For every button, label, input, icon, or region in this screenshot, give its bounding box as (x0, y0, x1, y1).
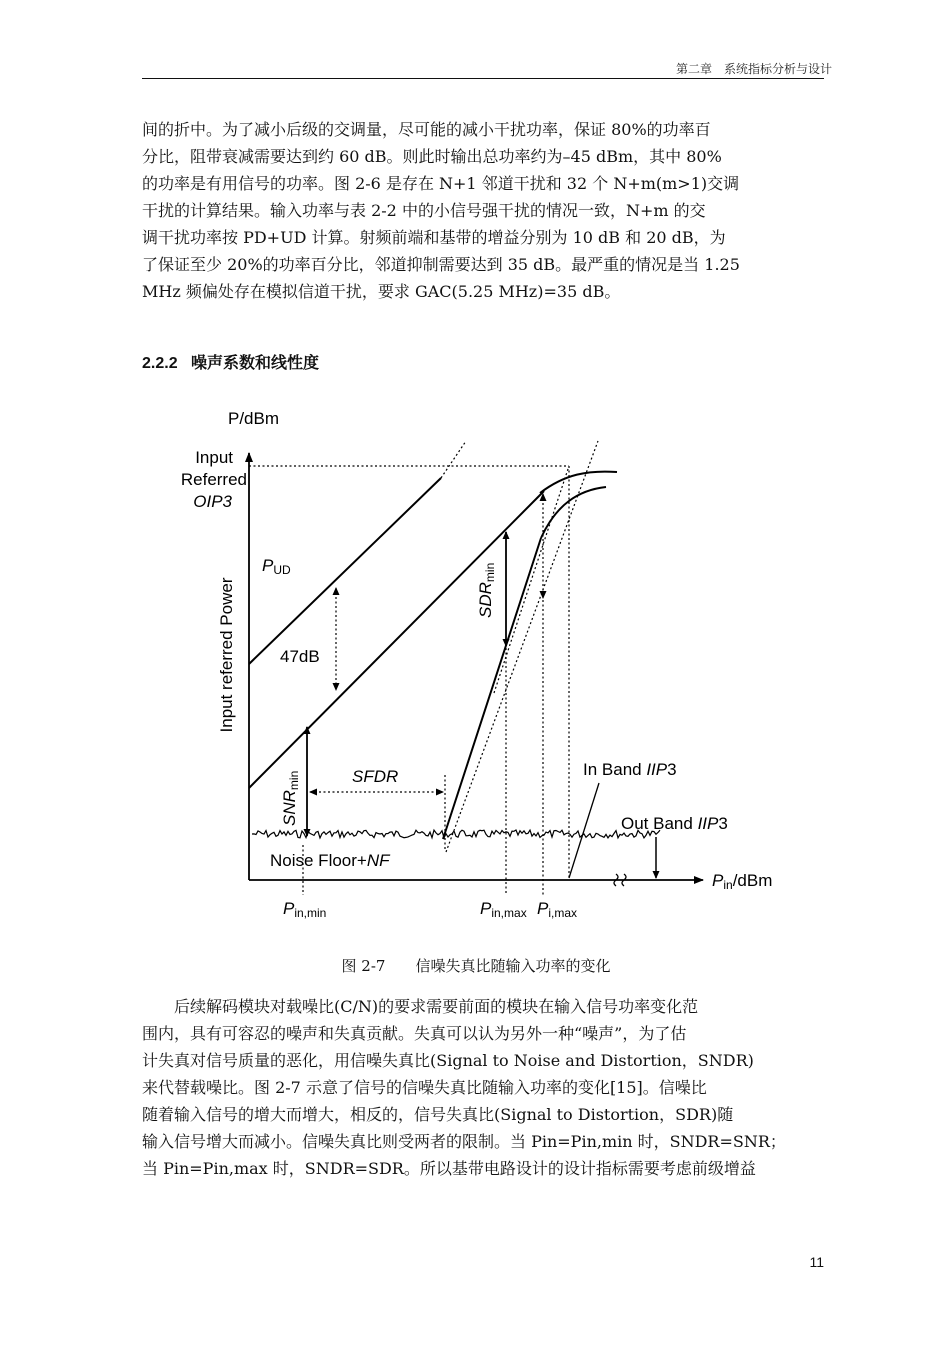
paragraph-2 (142, 993, 824, 1182)
snr-min-label: SNRmin (280, 770, 301, 826)
figure-caption: 图 2-7 信噪失真比随输入功率的变化 (341, 957, 611, 975)
oip3-label-line2: Referred (180, 470, 247, 489)
text-line: 随着输入信号的增大而增大，相反的，信号失真比(Signal to Distortion，SDR)随 (142, 1105, 734, 1124)
section-number: 2.2.2 (142, 355, 178, 372)
pin-min-label: Pin,min (283, 899, 327, 920)
running-header: 第二章 系统指标分析与设计 (675, 62, 832, 76)
noise-floor-label: Noise Floor+NF (270, 851, 390, 870)
text-line: 输入信号增大而减小。信噪失真比则受两者的限制。当 Pin=Pin,min 时，SNDR=SNR； (142, 1132, 786, 1151)
figure-2-7 (0, 395, 952, 930)
text-line: 来代替载噪比。图 2-7 示意了信号的信噪失真比随输入功率的变化[15]。信噪比 (142, 1078, 707, 1097)
pi-max-label: Pi,max (537, 899, 578, 920)
oip3-label-line3: OIP3 (193, 492, 232, 511)
noise-floor-trace (252, 830, 660, 838)
section-title: 噪声系数和线性度 (190, 355, 319, 372)
text-line: 间的折中。为了减小后级的交调量，尽可能的减小干扰功率，保证 80%的功率百 (142, 120, 711, 139)
gap-47db-label: 47dB (280, 647, 320, 666)
sfdr-label: SFDR (352, 767, 399, 786)
in-band-iip3-pointer (569, 783, 599, 878)
y-unit-label: P/dBm (228, 409, 280, 428)
in-band-iip3-label: In Band IIP3 (583, 760, 677, 779)
y-axis-label: Input referred Power (217, 577, 236, 733)
oip3-label-line1: Input (195, 448, 233, 467)
text-line: 围内，具有可容忍的噪声和失真贡献。失真可以认为另外一种“噪声”，为了估 (142, 1024, 687, 1043)
text-line: 计失真对信号质量的恶化，用信噪失真比(Signal to Noise and Distortion，SNDR) (142, 1051, 754, 1070)
section-heading (142, 350, 319, 373)
pud-label: PUD (262, 556, 291, 577)
signal-compression-curve (540, 472, 617, 493)
paragraph-1 (142, 116, 824, 305)
text-line: 当 Pin=Pin,max 时，SNDR=SDR。所以基带电路设计的设计指标需要考虑前级增益 (142, 1159, 756, 1178)
header-rule (142, 78, 824, 79)
pud-line-extension (441, 441, 466, 478)
text-line: 了保证至少 20%的功率百分比，邻道抑制需要达到 35 dB。最严重的情况是当 1.25 (142, 255, 740, 274)
x-unit-label: Pin/dBm (712, 871, 773, 892)
text-line: 分比，阻带衰减需要达到约 60 dB。则此时输出总功率约为–45 dBm，其中 80% (142, 147, 722, 166)
text-line: 干扰的计算结果。输入功率与表 2-2 中的小信号强干扰的情况一致，N+m 的交 (142, 201, 706, 220)
pin-max-label: Pin,max (480, 899, 527, 920)
iip3-extension-line (446, 441, 598, 852)
sndr-diagram (0, 395, 952, 925)
text-line: 调干扰功率按 PD+UD 计算。射频前端和基带的增益分别为 10 dB 和 20 dB，为 (142, 228, 726, 247)
text-line: 的功率是有用信号的功率。图 2-6 是存在 N+1 邻道干扰和 32 个 N+m(m>1)交调 (142, 174, 740, 193)
signal-line (249, 491, 544, 788)
page-number: 11 (809, 1254, 824, 1270)
out-band-iip3-label: Out Band IIP3 (621, 814, 728, 833)
text-line: MHz 频偏处存在模拟信道干扰，要求 GAC(5.25 MHz)=35 dB。 (142, 282, 621, 301)
text-line: 后续解码模块对载噪比(C/N)的要求需要前面的模块在输入信号功率变化范 (142, 997, 699, 1016)
sdr-min-label: SDRmin (476, 562, 497, 618)
distortion-compression-curve (541, 487, 606, 538)
